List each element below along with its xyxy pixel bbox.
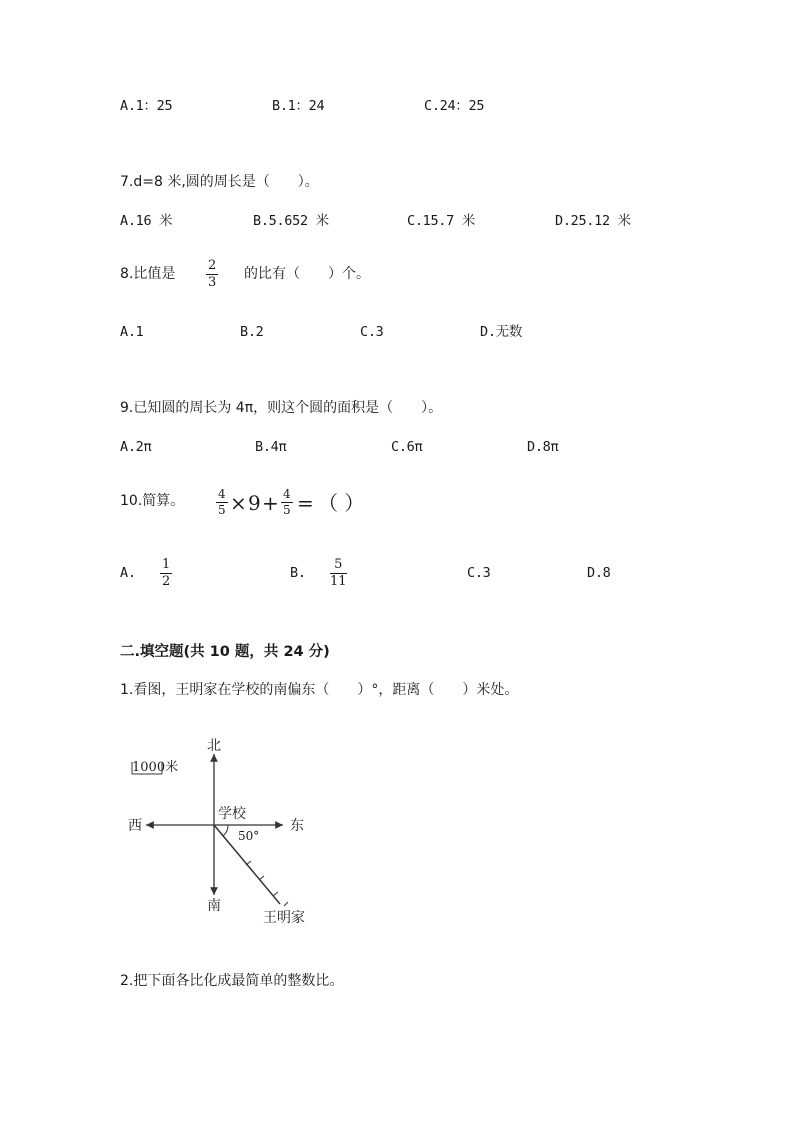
q10-expr-plus: + (262, 491, 279, 515)
west-label: 西 (128, 818, 142, 834)
q10-option-a-denominator: 2 (162, 574, 171, 589)
q10-expr-fraction-2 (281, 488, 293, 517)
q8-fraction-denominator: 3 (208, 275, 217, 290)
q8-option-b: B.2 (240, 324, 264, 340)
q7-option-b: B.5.652 米 (253, 213, 329, 229)
q10-expr-f2-denominator: 5 (283, 503, 291, 517)
q8-fraction-numerator: 2 (208, 258, 217, 273)
angle-arc (223, 825, 228, 836)
fill1-stem: 1.看图，王明家在学校的南偏东（ ）°，距离（ ）米处。 (120, 682, 519, 698)
section-heading: 二.填空题(共 10 题，共 24 分) (120, 644, 330, 660)
q10-expr-equals: = (297, 491, 314, 515)
q10-option-a-fraction (160, 558, 172, 589)
q7-option-a: A.16 米 (120, 213, 173, 229)
q10-option-b-fraction (330, 558, 347, 589)
q7-option-c: C.15.7 米 (407, 213, 475, 229)
fill2-stem: 2.把下面各比化成最简单的整数比。 (120, 973, 344, 989)
q10-expr-f2-numerator: 4 (283, 487, 291, 501)
q6-option-c: C.24：25 (424, 98, 485, 114)
q10-stem: 10.简算。 (120, 493, 185, 509)
distance-ticks (246, 861, 288, 906)
q10-expr-f1-numerator: 4 (218, 487, 226, 501)
q10-expr-blank: （ ） (318, 491, 365, 515)
q10-expr-fraction-1 (216, 488, 228, 517)
q10-option-c: C.3 (467, 565, 491, 581)
q8-stem-suffix: 的比有（ ）个。 (244, 266, 370, 282)
q10-option-b-denominator: 11 (330, 574, 347, 589)
angle-label: 50° (238, 829, 260, 843)
q10-option-a-numerator: 1 (162, 557, 171, 572)
home-label: 王明家 (263, 910, 305, 926)
scale-bar (132, 759, 178, 775)
q10-expr-f1-denominator: 5 (218, 503, 226, 517)
q8-option-d: D.无数 (480, 324, 523, 340)
q8-stem-prefix: 8.比值是 (120, 266, 176, 282)
q7-stem: 7.d=8 米,圆的周长是（ ）。 (120, 174, 319, 190)
q9-option-a: A.2π (120, 439, 152, 455)
north-label: 北 (207, 738, 221, 754)
q10-option-b-numerator: 5 (334, 557, 343, 572)
q8-option-a: A.1 (120, 324, 144, 340)
scale-label: 1000米 (132, 760, 179, 775)
q9-option-d: D.8π (527, 439, 559, 455)
q10-expr-times: × (230, 491, 247, 515)
q8-fraction (206, 259, 218, 290)
q10-option-a-label: A. (120, 565, 136, 581)
q10-option-b-label: B. (290, 565, 306, 581)
q8-option-c: C.3 (360, 324, 384, 340)
q7-option-d: D.25.12 米 (555, 213, 631, 229)
q6-option-a: A.1：25 (120, 98, 173, 114)
east-label: 东 (290, 818, 304, 834)
school-label: 学校 (218, 806, 246, 822)
q9-option-b: B.4π (255, 439, 287, 455)
q10-option-d: D.8 (587, 565, 611, 581)
q6-option-b: B.1：24 (272, 98, 325, 114)
south-label: 南 (207, 898, 221, 914)
q10-expr-nine: 9 (248, 491, 261, 515)
q9-stem: 9.已知圆的周长为 4π，则这个圆的面积是（ ）。 (120, 400, 443, 416)
q9-option-c: C.6π (391, 439, 423, 455)
direction-diagram (118, 732, 333, 932)
